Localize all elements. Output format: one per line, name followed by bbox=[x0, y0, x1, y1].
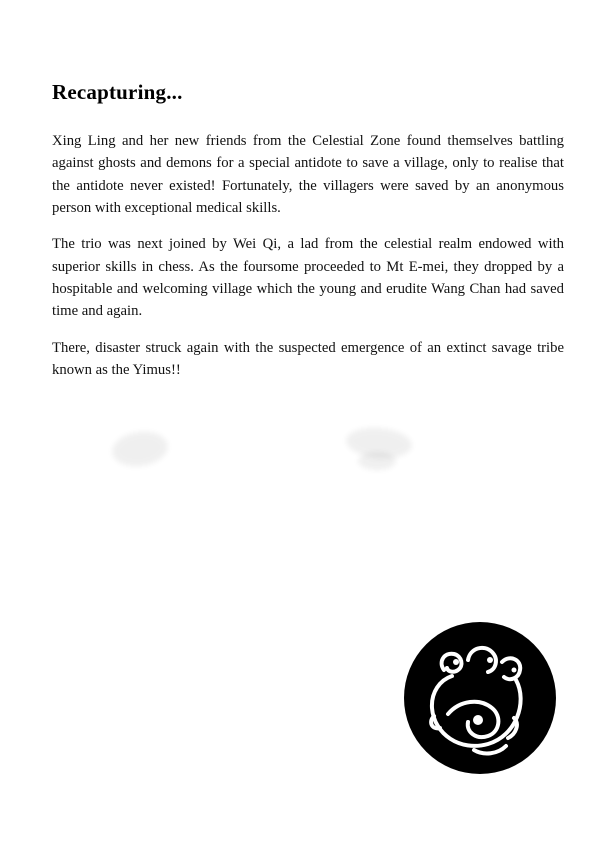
paragraph: The trio was next joined by Wei Qi, a lad from the celestial realm endowed with superior skills in chess. As the foursome proceeded to Mt E-mei, they dropped by a hospitable and welcoming village which the young and erudite Wang Chan had saved time and again. bbox=[52, 236, 564, 320]
circular-ornament-logo bbox=[404, 622, 556, 774]
paper-smudge bbox=[358, 452, 396, 470]
paragraph: There, disaster struck again with the suspected emergence of an extinct savage tribe known as the Yimus!! bbox=[52, 339, 564, 379]
body-text bbox=[52, 130, 564, 381]
paper-smudge bbox=[110, 428, 170, 469]
page-title: Recapturing... bbox=[52, 80, 183, 105]
paragraph: Xing Ling and her new friends from the Celestial Zone found themselves battling against ghosts and demons for a special antidote to save a village, only to realise that the antidote never existed! Fortunately, the villagers were saved by an anonymous person with exceptional medical skills. bbox=[52, 133, 564, 217]
